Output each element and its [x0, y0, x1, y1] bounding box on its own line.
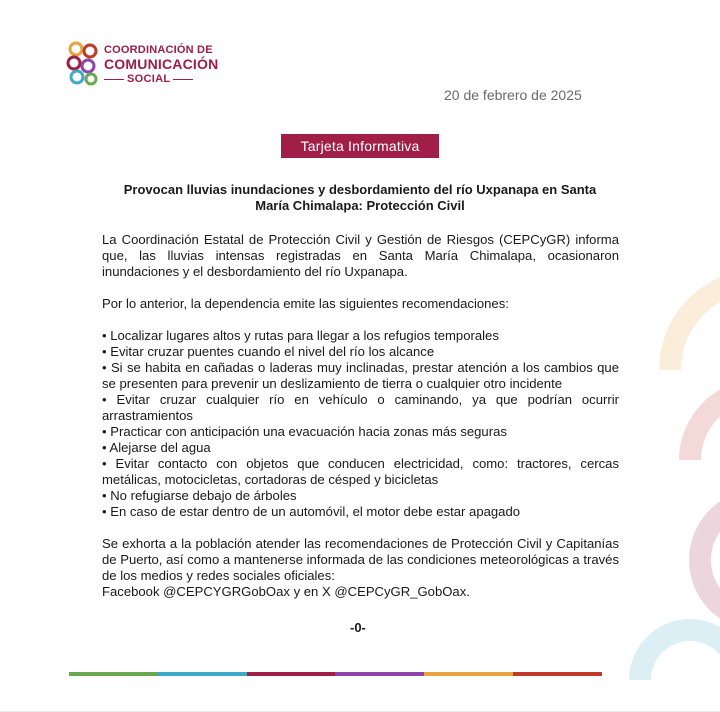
logo-line-2: COMUNICACIÓN [104, 56, 219, 72]
footer-stripe [247, 672, 336, 676]
footer-color-bar [69, 672, 602, 676]
footer-stripe [424, 672, 513, 676]
list-item: • Evitar cruzar cualquier río en vehículo o caminando, ya que podrían ocurrir arrastramientos [102, 392, 619, 423]
lead-paragraph: Por lo anterior, la dependencia emite las siguientes recomendaciones: [102, 296, 509, 311]
list-item: • No refugiarse debajo de árboles [102, 488, 297, 503]
closing-mark: -0- [350, 620, 366, 635]
title-line-1: Provocan lluvias inundaciones y desbordamiento del río Uxpanapa en Santa [123, 182, 597, 197]
recommendations-list [102, 328, 619, 520]
logo-line-1: COORDINACIÓN DE [104, 44, 213, 56]
list-item: • Si se habita en cañadas o laderas muy inclinadas, prestar atención a los cambios que se presenten para prevenir un deslizamiento de tierra o cualquier otro incidente [102, 360, 619, 391]
document-date: 20 de febrero de 2025 [444, 87, 582, 103]
intro-paragraph: La Coordinación Estatal de Protección Civil y Gestión de Riesgos (CEPCyGR) informa que, las lluvias intensas registradas en Santa María Chimalapa, ocasionaron inundaciones y el desbordamiento del río Uxpanapa. [102, 232, 619, 279]
exhortation-paragraph: Se exhorta a la población atender las recomendaciones de Protección Civil y Capitanías de Puerto, así como a mantenerse informada de las condiciones meteorológicas a través de los medios y redes sociales oficiales: [102, 536, 619, 583]
footer-stripe [158, 672, 247, 676]
logo-rule-left [104, 79, 124, 80]
logo-mark-icon [66, 40, 102, 86]
list-item: • Evitar cruzar puentes cuando el nivel del río los alcance [102, 344, 435, 359]
title-line-2: María Chimalapa: Protección Civil [255, 198, 465, 213]
document-body [102, 232, 619, 600]
list-item: • En caso de estar dentro de un automóvil, el motor debe estar apagado [102, 504, 521, 519]
footer-stripe [513, 672, 602, 676]
logo-line-3: SOCIAL [127, 73, 171, 85]
list-item: • Practicar con anticipación una evacuación hacia zonas más seguras [102, 424, 507, 439]
footer-stripe [335, 672, 424, 676]
document-type-badge: Tarjeta Informativa [281, 134, 439, 158]
logo-rule-right [173, 79, 193, 80]
document-title [95, 182, 625, 214]
list-item: • Localizar lugares altos y rutas para llegar a los refugios temporales [102, 328, 499, 343]
list-item: • Evitar contacto con objetos que conducen electricidad, como: tractores, cercas metálicas, motocicletas, cortadoras de césped y bicicletas [102, 456, 619, 487]
footer-stripe [69, 672, 158, 676]
list-item: • Alejarse del agua [102, 440, 211, 455]
coordination-logo [66, 40, 236, 90]
social-handles: Facebook @CEPCYGRGobOax y en X @CEPCyGR_GobOax. [102, 584, 470, 599]
